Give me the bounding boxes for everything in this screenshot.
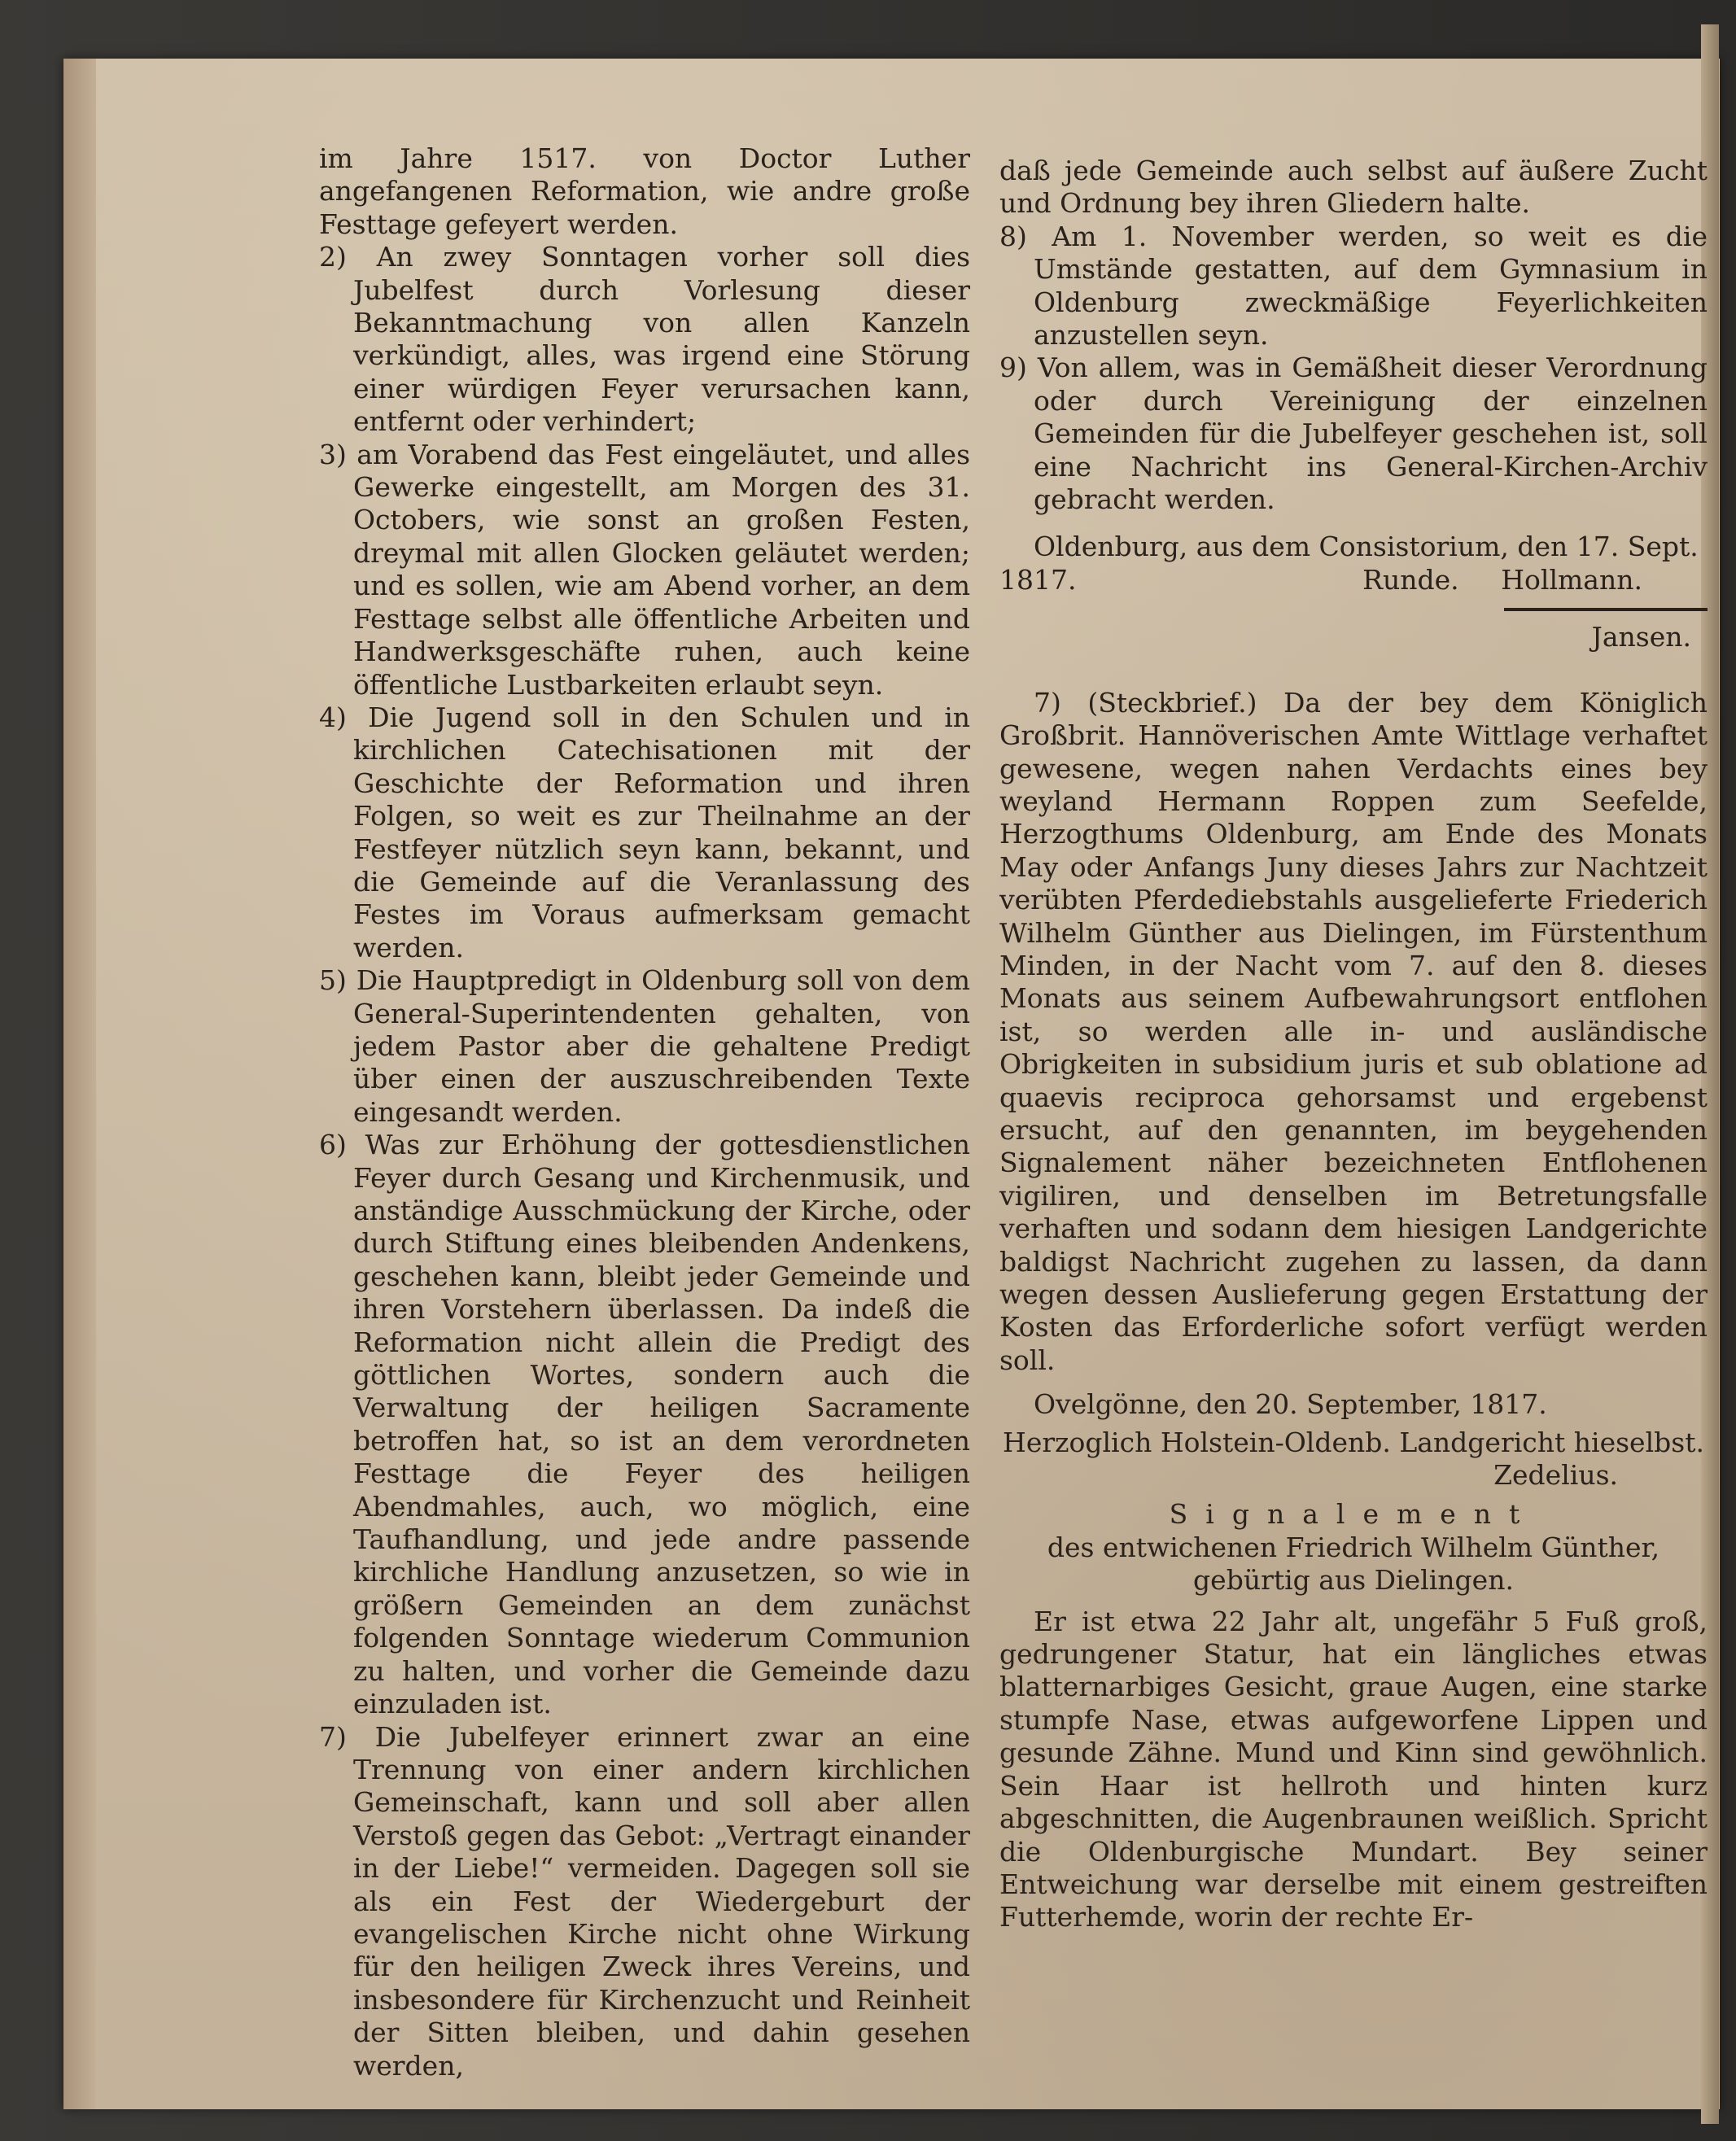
item-number: 2) [319,241,347,273]
signature-row [999,564,1708,596]
item-number: 6) [319,1129,347,1161]
page-binding-edge [63,59,96,2109]
spacer [999,654,1708,687]
item-text: Von allem, was in Gemäßheit dieser Verordnung oder durch Vereinigung der einzelnen Gemeinden für die Jubelfeyer geschehen ist, soll eine Nachricht ins General-Kirchen-Archiv gebracht werden. [1034,352,1708,516]
signalement-subtitle: des entwichenen Friedrich Wilhelm Günther, gebürtig aus Dielingen. [1047,1531,1660,1597]
ordinance-item [319,241,970,438]
right-column [999,155,1708,1934]
item-text: Am 1. November werden, so weit es die Umstände gestatten, auf dem Gymnasium in Oldenburg zweckmäßige Feyerlichkeiten anzustellen seyn. [1034,220,1708,352]
dateline-text: Oldenburg, aus dem Consistorium, den 17. Sept. [1034,531,1699,563]
court-name: Herzoglich Holstein-Oldenb. Landgericht hieselbst. [1003,1426,1704,1458]
ordinance-item [319,439,970,701]
item-number: 7) [319,1720,347,1753]
ordinance-item [319,964,970,1129]
notice-text: Da der bey dem Königlich Großbrit. Hannöverischen Amte Wittlage verhaftet gewesene, wegen nahen Verdachts eines bey weyland Hermann Roppen zum Seefelde, Herzogthums Oldenburg, am Ende des Monats May oder Anfangs Juny dieses Jahrs zur Nachtzeit verübten Pferdediebstahls ausgelieferte Friederich Wilhelm Günther aus Dielingen, im Fürstenthum Minden, in der Nacht vom 7. auf den 8. dieses Monats aus seinem Aufbewahrungsort entflohen ist, so werden alle in- und ausländische Obrigkeiten in subsidium juris et sub oblatione ad quaevis reciproca gehorsamst und ergebenst ersucht, auf den genannten, im beygehenden Signalement näher bezeichneten Entflohenen vigiliren, und denselben im Betretungsfalle verhaften und sodann dem hiesigen Landgerichte baldigst Nachricht zugehen zu lassen, da dann wegen dessen Auslieferung gegen Erstattung der Kosten das Erforderliche sofort verfügt werden soll. [999,686,1708,1376]
notice-dateline: Ovelgönne, den 20. September, 1817. [1034,1388,1547,1421]
ordinance-items [319,241,970,2082]
item-text: Die Jugend soll in den Schulen und in kirchlichen Catechisationen mit der Geschichte der Reformation und ihren Folgen, so weit es zur Theilnahme an der Festfeyer nützlich seyn kann, bekannt, und die Gemeinde auf die Veranlassung des Festes im Voraus aufmerksam gemacht werden. [353,701,970,963]
item-number: 9) [999,352,1027,384]
ordinance-item [319,1721,970,2082]
item-number: 4) [319,701,347,733]
intro-paragraph: im Jahre 1517. von Doctor Luther angefangenen Reformation, wie andre große Festtage gefeyert werden. [319,142,970,240]
continuation-paragraph: daß jede Gemeinde auch selbst auf äußere Zucht und Ordnung bey ihren Gliedern halte. [999,155,1708,220]
item-text: am Vorabend das Fest eingeläutet, und alles Gewerke eingestellt, am Morgen des 31. Octobers, wie sonst an großen Festen, dreymal mit allen Glocken geläutet werden; und es sollen, wie am Abend vorher, an dem Festtage selbst alle öffentliche Arbeiten und Handwerksgeschäfte ruhen, auch keine öffentliche Lustbarkeiten erlaubt seyn. [353,438,970,701]
signer-runde: Runde. [1362,563,1459,596]
ordinance-item [999,352,1708,516]
item-text: Die Hauptpredigt in Oldenburg soll von dem General-Superintendenten gehalten, von jedem Pastor aber die gehaltene Predigt über einen der auszuschreibenden Texte eingesandt werden. [353,964,970,1128]
dateline [999,531,1708,563]
left-column [319,142,970,2082]
ordinance-item [319,701,970,964]
notice-label: 7) (Steckbrief.) [1034,686,1257,719]
ordinance-items-continued [999,221,1708,517]
item-number: 8) [999,220,1027,252]
separator-rule [1504,608,1708,611]
item-number: 5) [319,964,347,997]
ordinance-item [319,1129,970,1720]
notice-paragraph [999,687,1708,1378]
item-text: Was zur Erhöhung der gottesdienstlichen Feyer durch Gesang und Kirchenmusik, und anständige Ausschmückung der Kirche, oder durch Stiftung eines bleibenden Andenkens, geschehen kann, bleibt jeder Gemeinde und ihren Vorstehern überlassen. Da indeß die Reformation nicht allein die Predigt des göttlichen Wortes, sondern auch die Verwaltung der heiligen Sacramente betroffen hat, so ist an dem verordneten Festtage die Feyer des heiligen Abendmahles, auch, wo möglich, eine Taufhandlung, und jede andre passende kirchliche Handlung anzusetzen, so wie in größern Gemeinden an dem zunächst folgenden Sonntage wiederum Communion zu halten, und vorher die Gemeinde dazu einzuladen ist. [353,1129,970,1720]
signalement-description: Er ist etwa 22 Jahr alt, ungefähr 5 Fuß groß, gedrungener Statur, hat ein längliches etwas blatternarbiges Gesicht, graue Augen, eine starke stumpfe Nase, etwas aufgeworfene Lippen und gesunde Zähne. Mund und Kinn sind gewöhnlich. Sein Haar ist hellroth und hinten kurz abgeschnitten, die Augenbraunen weißlich. Spricht die Oldenburgische Mundart. Bey seiner Entweichung war derselbe mit einem gestreiften Futterhemde, worin der rechte Er- [999,1605,1708,1933]
ordinance-item [999,221,1708,352]
item-text: Die Jubelfeyer erinnert zwar an eine Trennung von einer andern kirchlichen Gemeinschaft, kann und soll aber allen Verstoß gegen das Gebot: „Vertragt einander in der Liebe!“ vermeiden. Dagegen soll sie als ein Fest der Wiedergeburt der evangelischen Kirche nicht ohne Wirkung für den heiligen Zweck ihres Vereins, und insbesondere für Kirchenzucht und Reinheit der Sitten bleiben, und dahin gesehen werden, [353,1720,970,2082]
court-signer: Zedelius. [1493,1459,1618,1492]
signer-jansen: Jansen. [1591,621,1691,653]
item-number: 3) [319,438,347,470]
signalement-title: Signalement [1169,1498,1538,1531]
year: 1817. [999,563,1077,596]
signer-hollmann: Hollmann. [1501,563,1642,596]
item-text: An zwey Sonntagen vorher soll dies Jubelfest durch Vorlesung dieser Bekanntmachung von allen Kanzeln verkündigt, alles, was irgend eine Störung einer würdigen Feyer verursachen kann, entfernt oder verhindert; [353,241,971,438]
